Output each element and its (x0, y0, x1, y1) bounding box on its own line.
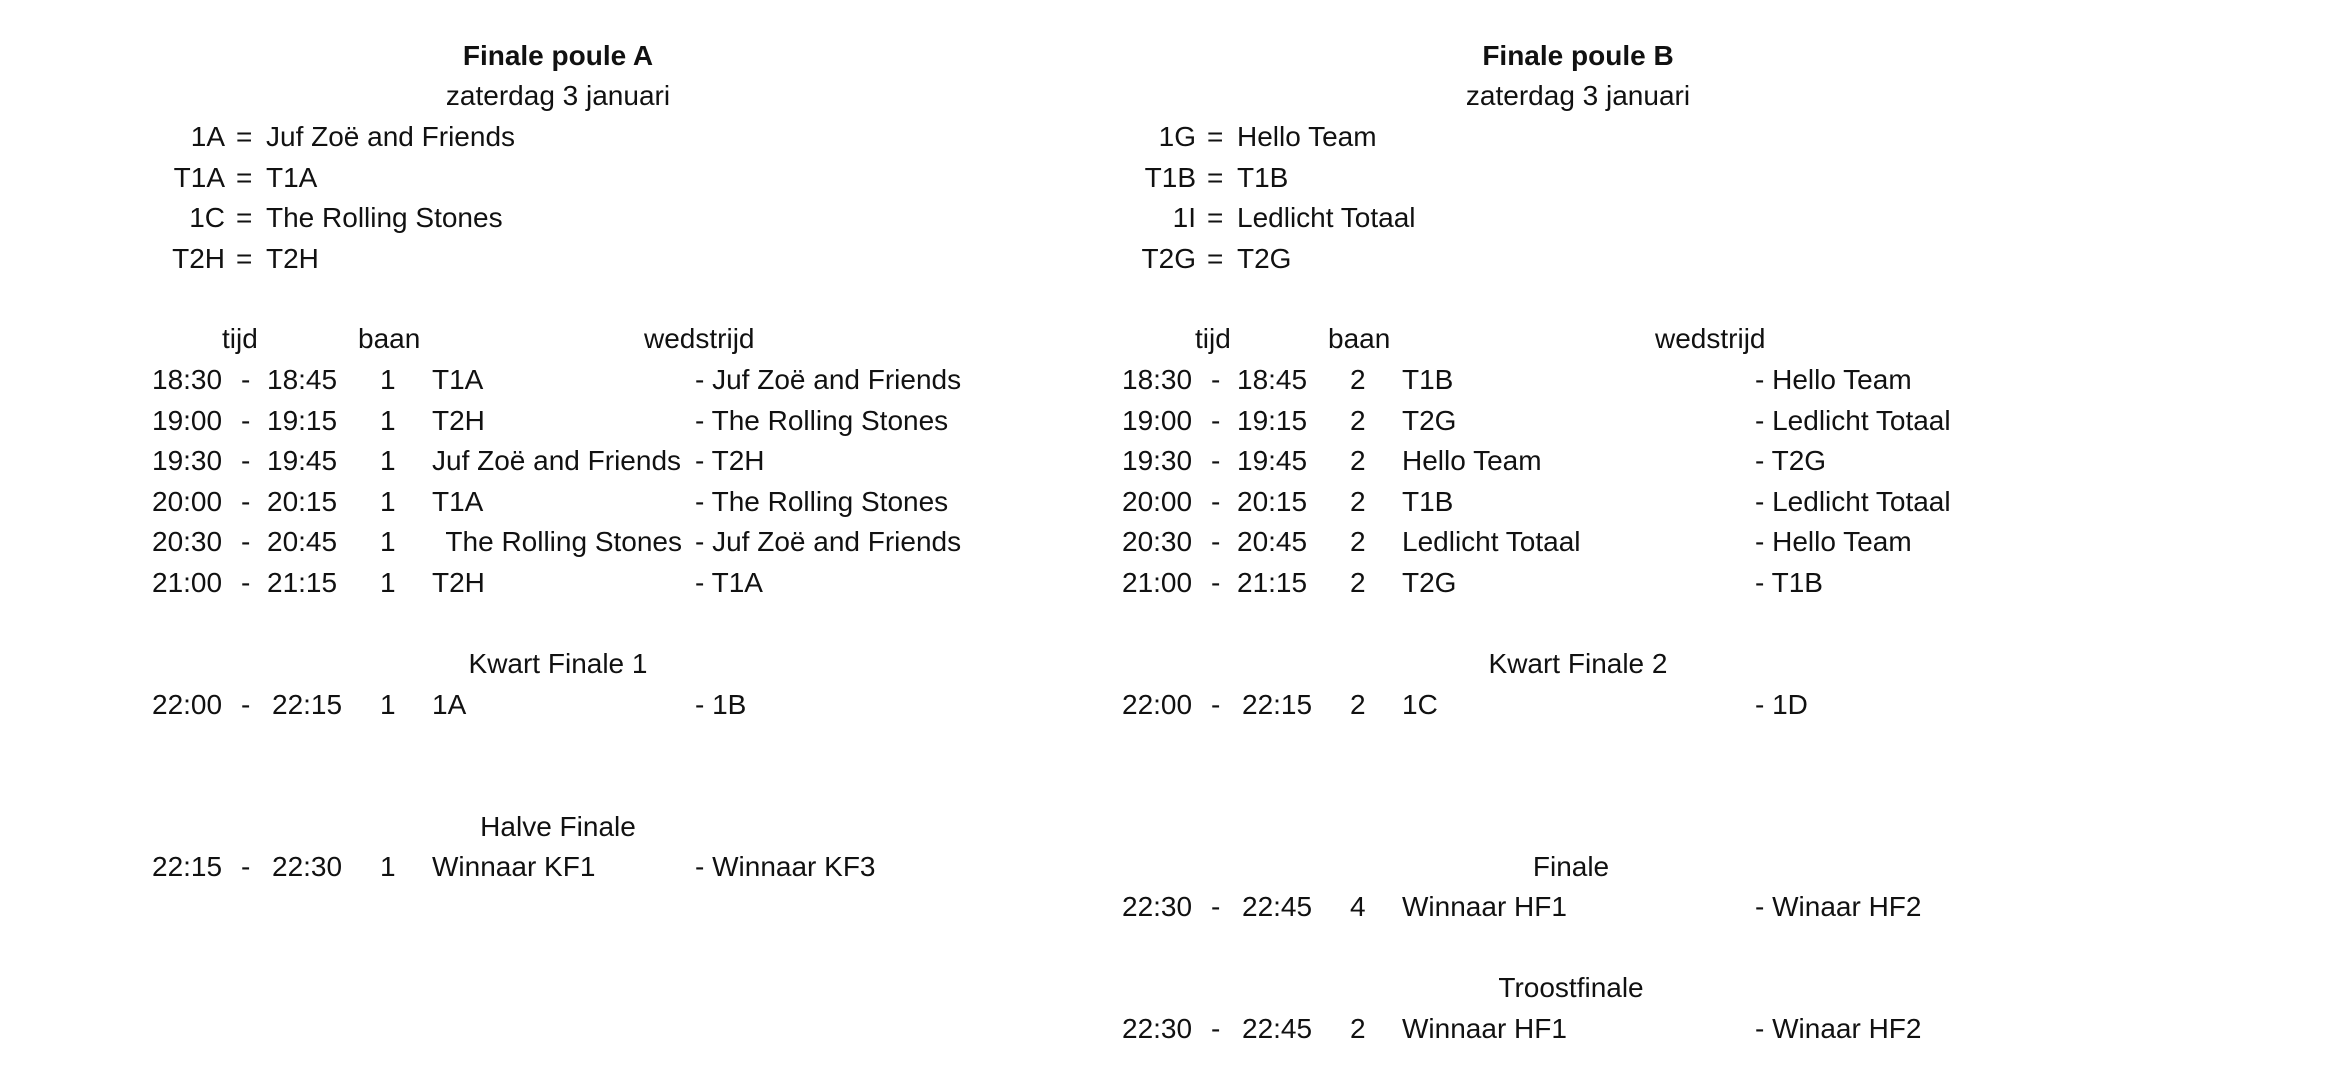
match-away: - Ledlicht Totaal (1755, 405, 1951, 436)
match-court: 2 (1350, 405, 1366, 436)
match-start: 19:00 (152, 405, 223, 436)
match-home: Hello Team (1402, 445, 1542, 476)
legend-name: The Rolling Stones (266, 202, 503, 233)
match-end: 20:45 (267, 526, 338, 557)
match-court: 1 (380, 851, 396, 882)
legend-name: Ledlicht Totaal (1237, 202, 1416, 233)
header-match: wedstrijd (1655, 323, 1766, 354)
match-home: Winnaar HF1 (1402, 891, 1567, 922)
header-time: tijd (1195, 323, 1231, 354)
match-away: - Juf Zoë and Friends (695, 526, 962, 557)
match-start: 22:00 (1122, 689, 1193, 720)
match-dash: - (1211, 364, 1221, 395)
legend-name: T2H (266, 243, 319, 274)
match-start: 22:30 (1122, 891, 1193, 922)
match-start: 22:00 (152, 689, 223, 720)
match-away: - T1B (1755, 567, 1823, 598)
final-title: Finale (1532, 851, 1610, 882)
pool-a-date: zaterdag 3 januari (445, 80, 671, 111)
match-court: 4 (1350, 891, 1366, 922)
match-dash: - (1211, 1013, 1221, 1044)
match-start: 20:30 (1122, 526, 1193, 557)
legend-name: Hello Team (1237, 121, 1377, 152)
legend-eq: = (1207, 121, 1224, 152)
match-end: 18:45 (267, 364, 338, 395)
match-away: - Winaar HF2 (1755, 1013, 1922, 1044)
match-start: 20:00 (1122, 486, 1193, 517)
match-start: 22:15 (152, 851, 223, 882)
match-end: 18:45 (1237, 364, 1308, 395)
match-end: 19:15 (267, 405, 338, 436)
match-court: 1 (380, 486, 396, 517)
match-away: - Hello Team (1755, 364, 1912, 395)
match-home: T1B (1402, 364, 1454, 395)
match-dash: - (241, 851, 251, 882)
kf-title: Kwart Finale 1 (468, 648, 648, 679)
legend-name: T2G (1237, 243, 1292, 274)
legend-code: 1C (189, 202, 225, 233)
match-court: 1 (380, 526, 396, 557)
match-start: 20:00 (152, 486, 223, 517)
match-home: Winnaar KF1 (432, 851, 596, 882)
match-home: 1A (432, 689, 467, 720)
header-time: tijd (222, 323, 258, 354)
legend-eq: = (1207, 162, 1224, 193)
header-court: baan (358, 323, 421, 354)
match-away: - 1D (1755, 689, 1808, 720)
match-court: 1 (380, 405, 396, 436)
match-away: - Hello Team (1755, 526, 1912, 557)
legend-code: T1B (1144, 162, 1196, 193)
legend-code: T2G (1141, 243, 1196, 274)
legend-eq: = (1207, 243, 1224, 274)
match-start: 19:30 (152, 445, 223, 476)
match-away: - Ledlicht Totaal (1755, 486, 1951, 517)
match-away: - T1A (695, 567, 763, 598)
match-end: 19:45 (1237, 445, 1308, 476)
header-court: baan (1328, 323, 1391, 354)
match-court: 1 (380, 364, 396, 395)
match-away: - The Rolling Stones (695, 486, 949, 517)
match-court: 2 (1350, 1013, 1366, 1044)
match-end: 22:15 (272, 689, 343, 720)
header-match: wedstrijd (644, 323, 755, 354)
match-court: 2 (1350, 486, 1366, 517)
match-end: 22:30 (272, 851, 343, 882)
match-end: 20:15 (1237, 486, 1308, 517)
legend-code: 1I (1172, 202, 1196, 233)
match-home: T2H (432, 567, 485, 598)
legend-eq: = (236, 162, 253, 193)
legend-code: 1G (1158, 121, 1196, 152)
match-dash: - (1211, 891, 1221, 922)
match-home: Winnaar HF1 (1402, 1013, 1567, 1044)
match-home: The Rolling Stones (445, 526, 682, 557)
match-dash: - (1211, 526, 1221, 557)
match-home: Ledlicht Totaal (1402, 526, 1581, 557)
legend-name: T1B (1237, 162, 1289, 193)
match-dash: - (1211, 445, 1221, 476)
match-home: T2G (1402, 405, 1457, 436)
match-dash: - (241, 364, 251, 395)
match-dash: - (1211, 486, 1221, 517)
match-home: T1B (1402, 486, 1454, 517)
match-dash: - (241, 526, 251, 557)
legend-name: Juf Zoë and Friends (266, 121, 516, 152)
match-away: - 1B (695, 689, 747, 720)
match-start: 21:00 (1122, 567, 1193, 598)
match-dash: - (241, 445, 251, 476)
match-dash: - (241, 567, 251, 598)
kf-title: Kwart Finale 2 (1488, 648, 1668, 679)
match-court: 2 (1350, 445, 1366, 476)
legend-code: T1A (173, 162, 225, 193)
match-court: 2 (1350, 364, 1366, 395)
hf-title: Halve Finale (480, 811, 636, 842)
match-away: - T2G (1755, 445, 1827, 476)
match-dash: - (1211, 567, 1221, 598)
match-end: 22:15 (1242, 689, 1313, 720)
match-end: 21:15 (267, 567, 338, 598)
match-end: 21:15 (1237, 567, 1308, 598)
match-away: - Juf Zoë and Friends (695, 364, 962, 395)
match-start: 18:30 (152, 364, 223, 395)
match-home: Juf Zoë and Friends (432, 445, 682, 476)
match-court: 1 (380, 689, 396, 720)
match-court: 1 (380, 567, 396, 598)
match-end: 19:15 (1237, 405, 1308, 436)
match-dash: - (1211, 405, 1221, 436)
legend-eq: = (236, 202, 253, 233)
match-start: 20:30 (152, 526, 223, 557)
match-away: - T2H (695, 445, 765, 476)
match-home: 1C (1402, 689, 1438, 720)
match-start: 19:00 (1122, 405, 1193, 436)
match-home: T1A (432, 486, 484, 517)
legend-eq: = (236, 243, 253, 274)
legend-code: 1A (190, 121, 225, 152)
pool-a-title: Finale poule A (462, 40, 654, 71)
legend-eq: = (1207, 202, 1224, 233)
pool-b-date: zaterdag 3 januari (1465, 80, 1691, 111)
match-court: 2 (1350, 567, 1366, 598)
match-end: 19:45 (267, 445, 338, 476)
match-court: 2 (1350, 526, 1366, 557)
match-start: 18:30 (1122, 364, 1193, 395)
legend-code: T2H (172, 243, 225, 274)
match-start: 22:30 (1122, 1013, 1193, 1044)
match-end: 22:45 (1242, 891, 1313, 922)
match-dash: - (241, 689, 251, 720)
match-home: T2G (1402, 567, 1457, 598)
match-start: 19:30 (1122, 445, 1193, 476)
match-home: T1A (432, 364, 484, 395)
match-start: 21:00 (152, 567, 223, 598)
match-away: - Winnaar KF3 (695, 851, 876, 882)
match-end: 20:45 (1237, 526, 1308, 557)
legend-name: T1A (266, 162, 318, 193)
match-end: 20:15 (267, 486, 338, 517)
match-dash: - (241, 486, 251, 517)
match-dash: - (241, 405, 251, 436)
match-away: - The Rolling Stones (695, 405, 949, 436)
pool-b-title: Finale poule B (1482, 40, 1674, 71)
legend-eq: = (236, 121, 253, 152)
match-dash: - (1211, 689, 1221, 720)
match-home: T2H (432, 405, 485, 436)
match-end: 22:45 (1242, 1013, 1313, 1044)
match-away: - Winaar HF2 (1755, 891, 1922, 922)
consolation-title: Troostfinale (1498, 972, 1644, 1003)
match-court: 1 (380, 445, 396, 476)
match-court: 2 (1350, 689, 1366, 720)
